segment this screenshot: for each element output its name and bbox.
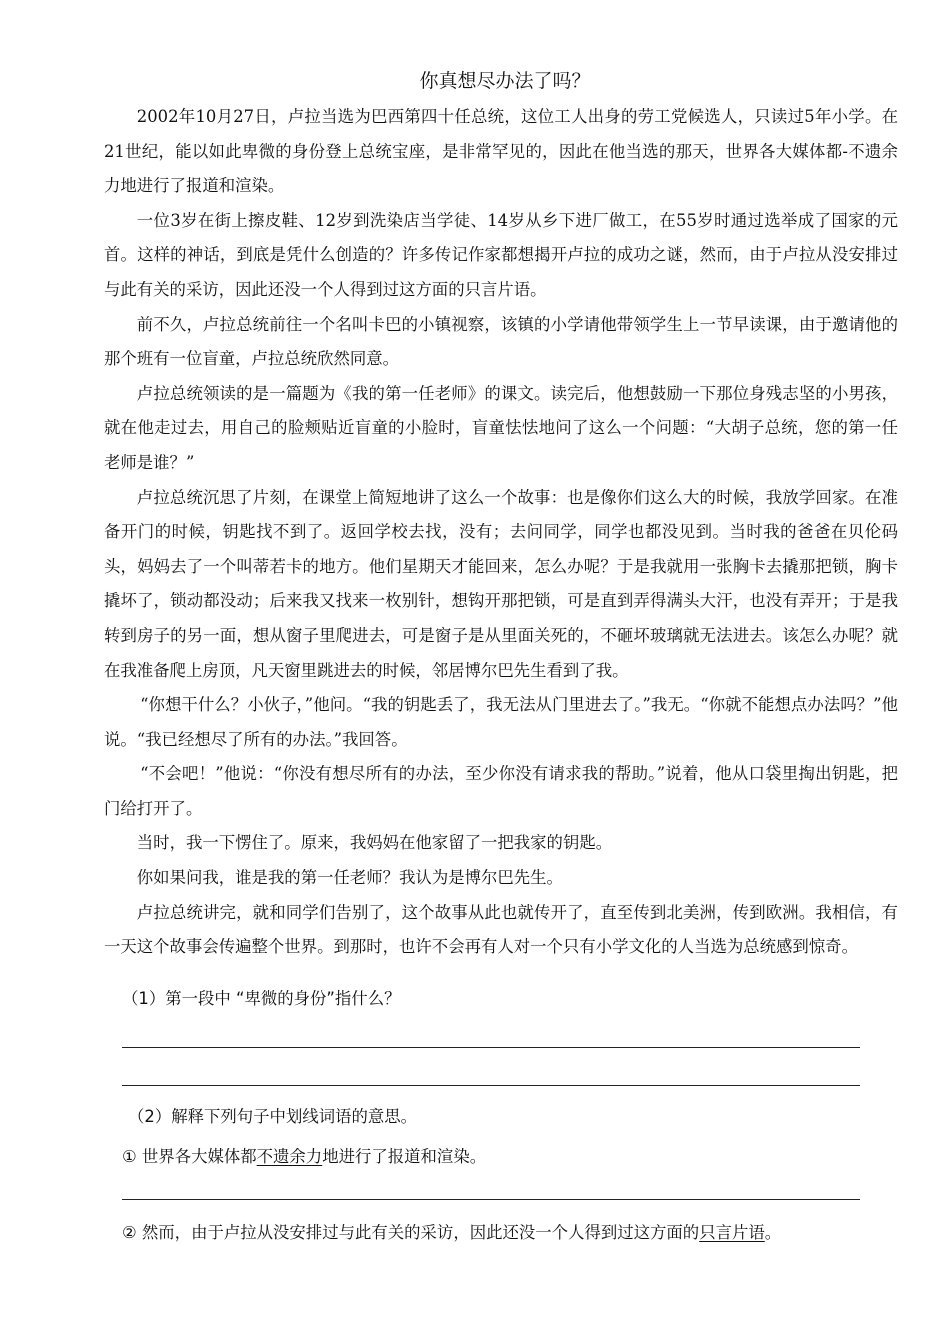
paragraph-6: “你想干什么？小伙子，”他问。“我的钥匙丢了，我无法从门里进去了。”我无。“你就不能想点办法吗？”他说。“我已经想尽了所有的办法。”我回答。 bbox=[104, 695, 898, 749]
q2-2-text-after: 。 bbox=[764, 1223, 782, 1242]
underlined-term-2: 只言片语 bbox=[699, 1223, 765, 1242]
q2-1-text-after: 地进行了报道和渲染。 bbox=[322, 1147, 487, 1166]
q2-1-text-before: ① 世界各大媒体都 bbox=[122, 1147, 257, 1166]
question-1: （1）第一段中 “卑微的身份”指什么？ bbox=[122, 989, 401, 1008]
paragraph-5: 卢拉总统沉思了片刻，在课堂上简短地讲了这么一个故事：也是像你们这么大的时候，我放学回家。在准备开门的时候，钥匙找不到了。返回学校去找，没有；去问同学，同学也都没见到。当时我的爸爸在贝伦码头，妈妈去了一个叫蒂若卡的地方。他们星期天才能回来，怎么办呢？于是我就用一张胸卡去撬那把锁，胸卡撬坏了，锁动都没动；后来我又找来一枚别针，想钩开那把锁，可是直到弄得满头大汗，也没有弄开；于是我转到房子的另一面，想从窗子里爬进去，可是窗子是从里面关死的，不砸坏玻璃就无法进去。该怎么办呢？就在我准备爬上房顶，凡天窗里跳进去的时候，邻居博尔巴先生看到了我。 bbox=[104, 487, 898, 680]
question-2-item-2 bbox=[122, 1219, 781, 1243]
paragraph-3: 前不久，卢拉总统前往一个名叫卡巴的小镇视察，该镇的小学请他带领学生上一节早读课，由于邀请他的那个班有一位盲童，卢拉总统欣然同意。 bbox=[104, 314, 898, 369]
paragraph-8: 当时，我一下愣住了。原来，我妈妈在他家留了一把我家的钥匙。 bbox=[136, 833, 613, 853]
answer-line-1[interactable] bbox=[122, 1047, 860, 1048]
paragraph-7: “不会吧！”他说：“你没有想尽所有的办法，至少你没有请求我的帮助。”说着，他从口袋里掏出钥匙，把门给打开了。 bbox=[104, 764, 898, 818]
paragraph-1: 2002年10月27日，卢拉当选为巴西第四十任总统，这位工人出身的劳工党候选人，只读过5年小学。在21世纪，能以如此卑微的身份登上总统宝座，是非常罕见的，因此在他当选的那天，世界各大媒体都-不遗余力地进行了报道和渲染。 bbox=[104, 107, 898, 196]
answer-line-3[interactable] bbox=[122, 1199, 860, 1200]
answer-line-2[interactable] bbox=[122, 1085, 860, 1086]
story-text bbox=[104, 100, 898, 965]
question-2-item-1 bbox=[122, 1143, 486, 1167]
paragraph-4: 卢拉总统领读的是一篇题为《我的第一任老师》的课文。读完后，他想鼓励一下那位身残志坚的小男孩，就在他走过去，用自己的脸颊贴近盲童的小脸时，盲童怯怯地问了这么一个问题：“大胡子总统，您的第一任老师是谁？” bbox=[104, 383, 898, 472]
paragraph-9: 你如果问我，谁是我的第一任老师？我认为是博尔巴先生。 bbox=[136, 868, 563, 888]
question-2: （2）解释下列句子中划线词语的意思。 bbox=[128, 1107, 418, 1126]
underlined-term-1: 不遗余力 bbox=[256, 1147, 323, 1166]
page-title: 你真想尽办法了吗？ bbox=[419, 70, 591, 92]
paragraph-10: 卢拉总统讲完，就和同学们告别了，这个故事从此也就传开了，直至传到北美洲，传到欧洲。我相信，有一天这个故事会传遍整个世界。到那时，也许不会再有人对一个只有小学文化的人当选为总统感到惊奇。 bbox=[104, 902, 898, 957]
paragraph-2: 一位3岁在街上擦皮鞋、12岁到洗染店当学徒、14岁从乡下进厂做工，在55岁时通过选举成了国家的元首。这样的神话，到底是凭什么创造的？许多传记作家都想揭开卢拉的成功之谜，然而，由于卢拉从没安排过与此有关的采访，因此还没一个人得到过这方面的只言片语。 bbox=[104, 210, 898, 299]
q2-2-text-before: ② 然而，由于卢拉从没安排过与此有关的采访，因此还没一个人得到过这方面的 bbox=[122, 1223, 700, 1242]
